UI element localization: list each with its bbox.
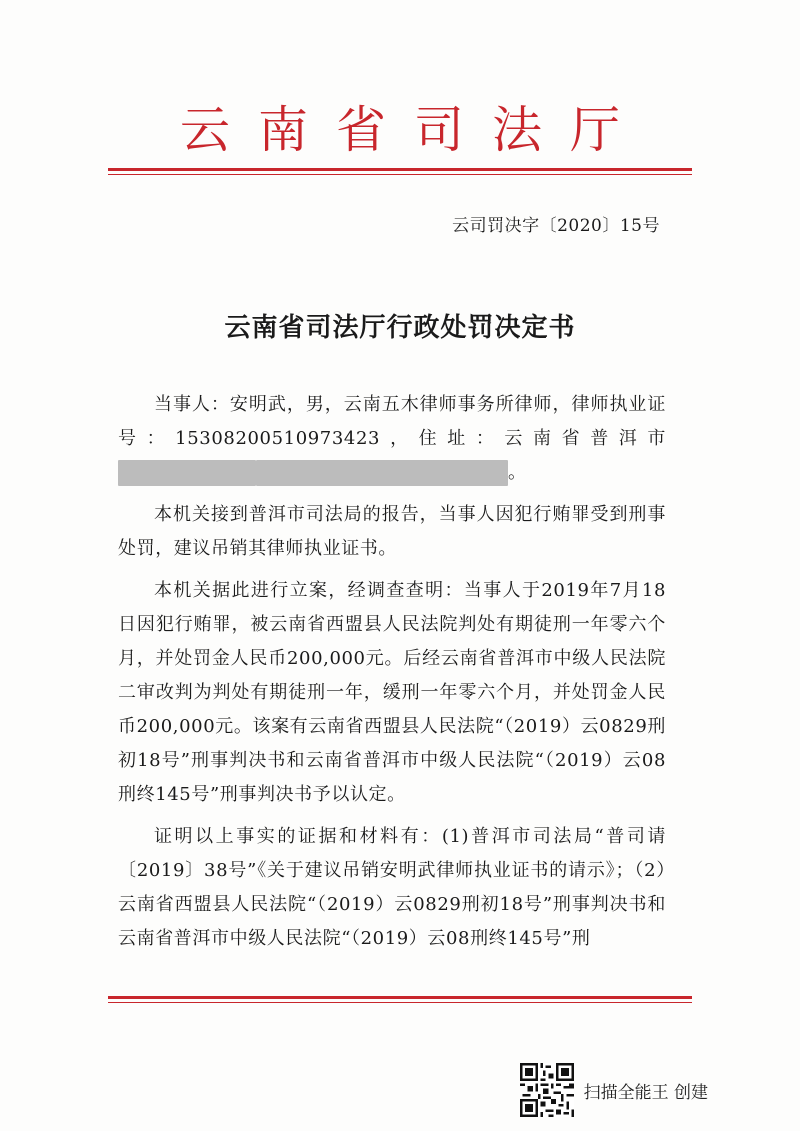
masthead-red-rule: [108, 168, 692, 175]
agency-masthead: 云南省司法厅: [180, 101, 648, 159]
redaction-bar: [118, 460, 256, 486]
qr-code-icon: [520, 1063, 574, 1117]
red-rule-thin: [108, 1002, 692, 1003]
red-rule-thin: [108, 174, 692, 175]
footer-red-rule: [108, 996, 692, 1003]
scanner-watermark: [520, 1063, 708, 1117]
party-info-end: 。: [508, 462, 527, 483]
document-number: 云司罚决字〔2020〕15号: [452, 216, 660, 236]
evidence-paragraph: 证明以上事实的证据和材料有：(1)普洱市司法局“普司请〔2019〕38号”《关于建议吊销安明武律师执业证书的请示》；（2）云南省西盟县人民法院“（2019）云0829刑初18号”刑事判决书和云南省普洱市中级人民法院“（2019）云08刑终145号”刑: [118, 826, 666, 949]
red-rule-thick: [108, 996, 692, 999]
findings-paragraph: 本机关据此进行立案，经调查查明：当事人于2019年7月18日因犯行贿罪，被云南省西盟县人民法院判处有期徒刑一年零六个月，并处罚金人民币200,000元。后经云南省普洱市中级人民法院二审改判为判处有期徒刑一年，缓刑一年零六个月，并处罚金人民币200,000元。该案有云南省西盟县人民法院“（2019）云0829刑初18号”刑事判决书和云南省普洱市中级人民法院“（2019）云08刑终145号”刑事判决书予以认定。: [118, 580, 666, 805]
red-rule-thick: [108, 168, 692, 171]
party-info-text: 当事人：安明武，男，云南五木律师事务所律师，律师执业证号：15308200510973423，住址：云南省普洱市: [118, 394, 666, 449]
watermark-text: 扫描全能王 创建: [583, 1082, 708, 1103]
document-title: 云南省司法厅行政处罚决定书: [224, 313, 576, 343]
report-paragraph: 本机关接到普洱市司法局的报告，当事人因犯行贿罪受到刑事处罚，建议吊销其律师执业证书。: [118, 504, 666, 559]
redaction-bar: [256, 460, 508, 486]
party-paragraph: [118, 388, 666, 490]
document-body: [118, 388, 666, 964]
